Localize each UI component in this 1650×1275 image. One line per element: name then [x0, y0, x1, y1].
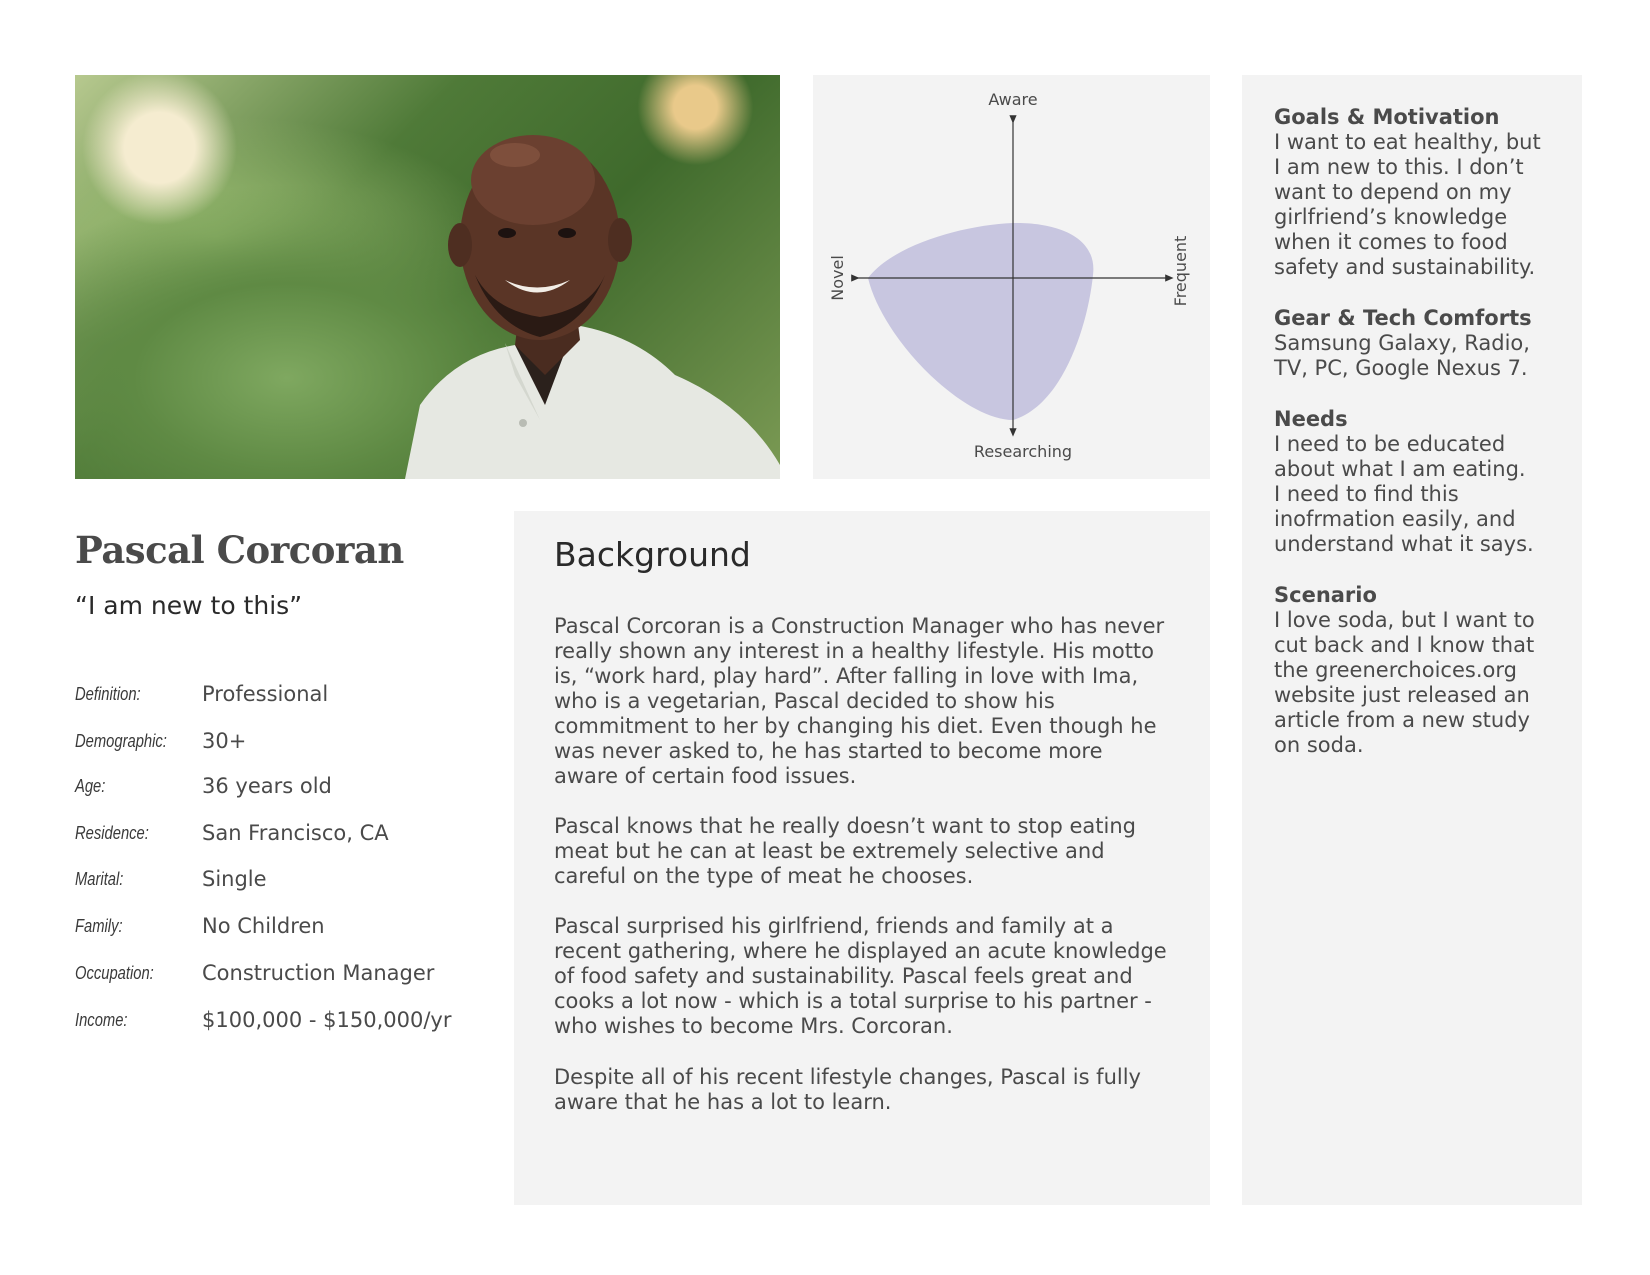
- background-paragraph: Pascal surprised his girlfriend, friends and family at a recent gathering, where he displayed an acute knowledge of food safety and sustainability. Pascal feels great and cooks a lot now - which is a total surprise to his partner - who wishes to become Mrs. Corcoran.: [554, 914, 1167, 1038]
- scenario-heading: Scenario: [1274, 583, 1377, 607]
- fact-label: Definition:: [75, 684, 141, 704]
- fact-row-demographic: [75, 729, 475, 759]
- background-paragraph: Pascal Corcoran is a Construction Manager who has never really shown any interest in a healthy lifestyle. His motto is, “work hard, play hard”. After falling in love with Ima, who is a vegetarian, Pascal decided to show his commitment to her by changing his diet. Even though he was never asked to, he has started to become more aware of certain food issues.: [554, 614, 1165, 788]
- fact-label: Income:: [75, 1010, 128, 1030]
- fact-label: Age:: [75, 776, 106, 796]
- needs-heading: Needs: [1274, 407, 1348, 431]
- needs-section: [1274, 407, 1574, 557]
- fact-value: Professional: [202, 682, 329, 706]
- fact-label: Residence:: [75, 823, 149, 843]
- axis-label-top: Aware: [988, 90, 1038, 109]
- axis-label-right: Frequent: [1171, 235, 1190, 307]
- axis-label-left: Novel: [828, 255, 847, 301]
- fact-value: No Children: [202, 914, 325, 938]
- persona-area-shape: [868, 223, 1093, 420]
- axis-label-bottom: Researching: [973, 442, 1073, 461]
- background-paragraph: Despite all of his recent lifestyle changes, Pascal is fully aware that he has a lot to learn.: [554, 1065, 1141, 1114]
- goals-heading: Goals & Motivation: [1274, 105, 1500, 129]
- fact-value: Single: [202, 867, 267, 891]
- fact-row-occupation: [75, 961, 475, 991]
- gear-heading: Gear & Tech Comforts: [1274, 306, 1532, 330]
- fact-row-family: [75, 914, 475, 944]
- fact-row-age: [75, 774, 475, 804]
- fact-row-definition: [75, 682, 475, 712]
- fact-label: Family:: [75, 916, 123, 936]
- portrait-illustration: [75, 75, 780, 479]
- fact-value: 30+: [202, 729, 247, 753]
- persona-name: Pascal Corcoran: [75, 528, 404, 572]
- fact-row-marital: [75, 867, 475, 897]
- fact-value: Construction Manager: [202, 961, 435, 985]
- fact-value: 36 years old: [202, 774, 332, 798]
- scenario-body: I love soda, but I want to cut back and I know that the greenerchoices.org website just released an article from a new study on soda.: [1274, 608, 1535, 757]
- background-title: Background: [554, 535, 751, 574]
- fact-label: Marital:: [75, 869, 124, 889]
- background-paragraph: Pascal knows that he really doesn’t want to stop eating meat but he can at least be extremely selective and careful on the type of meat he chooses.: [554, 814, 1137, 888]
- fact-row-residence: [75, 821, 475, 851]
- gear-body: Samsung Galaxy, Radio, TV, PC, Google Nexus 7.: [1274, 331, 1530, 380]
- fact-value: San Francisco, CA: [202, 821, 389, 845]
- goals-section: [1274, 105, 1574, 280]
- fact-value: $100,000 - $150,000/yr: [202, 1008, 452, 1032]
- scenario-section: [1274, 583, 1574, 758]
- gear-section: [1274, 306, 1574, 381]
- fact-row-income: [75, 1008, 475, 1038]
- goals-body: I want to eat healthy, but I am new to this. I don’t want to depend on my girlfriend’s knowledge when it comes to food safety and sustainability.: [1274, 130, 1541, 279]
- needs-body: I need to be educated about what I am eating. I need to find this inofrmation easily, and understand what it says.: [1274, 432, 1534, 556]
- persona-photo: [75, 75, 780, 479]
- background-card: [514, 511, 1210, 1205]
- fact-label: Demographic:: [75, 731, 167, 751]
- persona-quote: “I am new to this”: [75, 591, 303, 620]
- behavior-quadrant-chart: [813, 75, 1210, 479]
- fact-label: Occupation:: [75, 963, 154, 983]
- persona-details-panel: [1242, 75, 1582, 1205]
